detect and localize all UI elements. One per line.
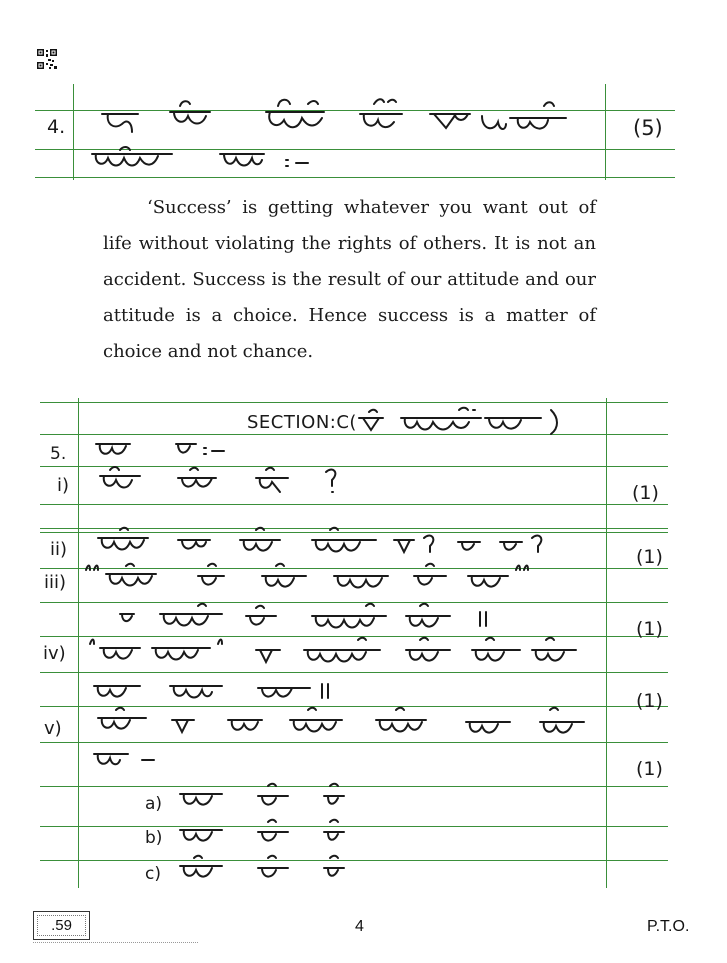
question-i-marks: (1)	[632, 482, 659, 504]
footer-code-box	[33, 911, 90, 940]
question-iii-marks: (1)	[636, 618, 663, 640]
option-b-label: b)	[145, 828, 163, 848]
question-v-label: v)	[44, 718, 62, 739]
option-a-label: a)	[145, 794, 163, 814]
section-c-handwriting	[80, 430, 610, 890]
q4-number: 4.	[47, 116, 66, 138]
passage-paragraph	[103, 190, 596, 370]
question-iii-label: iii)	[44, 572, 67, 593]
q4-handwriting-line-1	[98, 96, 578, 142]
section-c-heading: SECTION:C(	[247, 412, 357, 433]
footer-dotted-rule	[33, 942, 198, 944]
footer-code: .59	[51, 917, 72, 934]
q4-marks: (5)	[633, 116, 663, 140]
question-i-label: i)	[57, 475, 70, 496]
question-iv-marks: (1)	[636, 690, 663, 712]
question-iv-label: iv)	[43, 643, 66, 664]
question-v-marks: (1)	[636, 758, 663, 780]
pto-label: P.T.O.	[647, 918, 690, 935]
qr-code-icon	[36, 48, 58, 70]
q4-handwriting-line-2	[90, 146, 330, 174]
option-c-label: c)	[145, 864, 161, 884]
question-ii-marks: (1)	[636, 546, 663, 568]
passage-text: ‘Success’ is getting whatever you want out of life without violating the rights of others. It is not an accident. Success is the result of our attitude and our attitude is a choice. Hence success is a matter of choice and not chance.	[103, 197, 596, 362]
page-number: 4	[355, 918, 364, 935]
question-5-label: 5.	[50, 444, 67, 464]
question-ii-label: ii)	[50, 539, 68, 560]
